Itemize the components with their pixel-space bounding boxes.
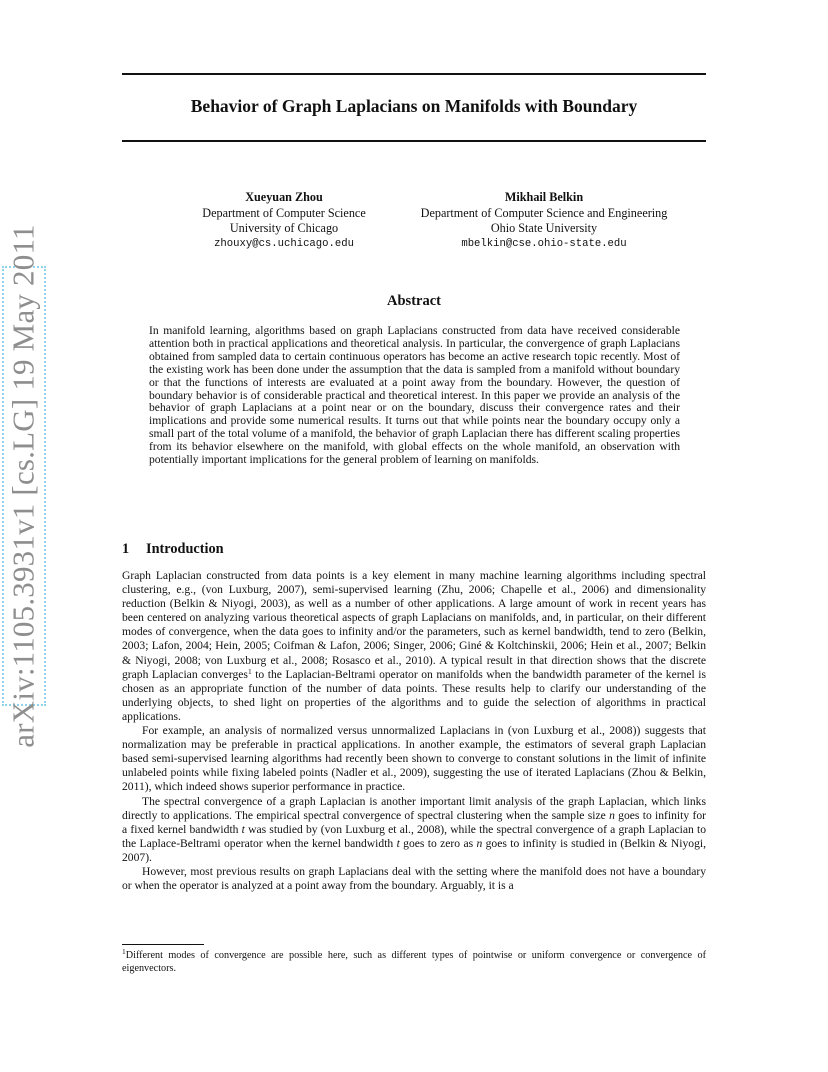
abstract-heading: Abstract <box>387 293 441 309</box>
footnote-mark: 1 <box>122 947 126 956</box>
paper-title: Behavior of Graph Laplacians on Manifolds with Boundary <box>190 96 638 116</box>
title-bottom-rule <box>122 140 706 142</box>
author-email[interactable]: mbelkin@cse.ohio-state.edu <box>461 237 627 250</box>
math-variable: n <box>476 836 483 850</box>
paragraph <box>122 795 706 865</box>
paragraph-text: goes to infinity is studied in (Belkin & Niyogi, 2007). <box>122 836 706 864</box>
section-heading <box>122 541 224 558</box>
footnote-marker[interactable]: 1 <box>247 666 252 676</box>
author-institution: University of Chicago <box>229 221 339 235</box>
paragraph-text: goes to infinity for a fixed kernel bandwidth <box>122 808 706 836</box>
abstract-text: In manifold learning, algorithms based on graph Laplacians constructed from data have received considerable attention both in practical applications and theoretical analysis. In particular, the convergence of graph Laplacians obtained from sampled data to certain continuous operators has become an active research topic recently. Most of the existing work has been done under the assumption that the data is sampled from a manifold without boundary or that the functions of interests are evaluated at a point away from the boundary. However, the question of boundary behavior is of considerable practical and theoretical interest. In this paper we provide an analysis of the behavior of graph Laplacians at a point near or on the boundary, discuss their convergence rates and their implications and provide some numerical results. It turns out that while points near the boundary occupy only a small part of the total volume of a manifold, the behavior of graph Laplacian there has different scaling properties from its behavior elsewhere on the manifold, with global effects on the whole manifold, an observation with potentially important implications for the general problem of learning on manifolds. <box>149 324 680 467</box>
body-text <box>122 569 706 893</box>
paragraph-text: was studied by (von Luxburg et al., 2008), while the spectral convergence of a graph Laplacian to the Laplace-Beltrami operator when the kernel bandwidth <box>122 822 706 850</box>
paragraph-text: to the Laplacian-Beltrami operator on manifolds when the bandwidth parameter of the kernel is chosen as an appropriate function of the number of data points. These results help to clarify our understanding of the underlying objects, to shed light on properties of the algorithms and to guide the selection of algorithms in practical applications. <box>122 667 706 723</box>
author-affiliation: Department of Computer Science <box>202 205 366 220</box>
paragraph-text: The spectral convergence of a graph Laplacian is another important limit analysis of the graph Laplacian, which links directly to applications. The empirical spectral convergence of spectral clustering when the sample size <box>122 794 706 822</box>
paragraph-text: goes to zero as <box>399 836 477 850</box>
author-affiliation: Department of Computer Science and Engineering <box>420 205 668 220</box>
author-name: Xueyuan Zhou <box>245 190 323 204</box>
title-top-rule <box>122 73 706 75</box>
author-name: Mikhail Belkin <box>504 190 584 204</box>
author-block-1 <box>180 190 388 252</box>
paragraph: For example, an analysis of normalized versus unnormalized Laplacians in (von Luxburg et al., 2008)) suggests that normalization may be preferable in practical applications. In another example, the estimators of several graph Laplacian based semi-supervised learning algorithms had recently been shown to converge to constant solutions in the limit of infinite unlabeled points while fixing labeled points (Nadler et al., 2009), suggesting the use of iterated Laplacians (Zhou & Belkin, 2011), which indeed shows superior performance in practice. <box>122 724 706 794</box>
arxiv-stamp-text: arXiv:1105.3931v1 [cs.LG] 19 May 2011 <box>6 224 42 748</box>
paragraph <box>122 569 706 724</box>
section-number: 1 <box>122 541 130 557</box>
author-institution: Ohio State University <box>490 221 598 235</box>
author-block-2 <box>400 190 688 252</box>
math-variable: n <box>609 808 615 822</box>
footnote-text: Different modes of convergence are possible here, such as different types of pointwise or uniform convergence or convergence of eigenvectors. <box>122 950 706 974</box>
math-variable: t <box>396 836 400 850</box>
math-variable: t <box>241 822 245 836</box>
footnote-rule <box>122 944 204 945</box>
footnote <box>122 947 706 975</box>
paragraph: However, most previous results on graph Laplacians deal with the setting where the manifold does not have a boundary or when the operator is analyzed at a point away from the boundary. Arguably, it is a <box>122 864 706 893</box>
paragraph-text: Graph Laplacian constructed from data points is a key element in many machine learning algorithms including spectral clustering, e.g., (von Luxburg, 2007), semi-supervised learning (Zhu, 2006; Chapelle et al., 2006) and dimensionality reduction (Belkin & Niyogi, 2003), as well as a number of other applications. A large amount of work in recent years has been centered on analyzing various theoretical aspects of graph Laplacians on manifolds, and, in particular, on their different modes of convergence, when the data goes to infinity and/or the parameters, such as kernel bandwidth, tend to zero (Belkin, 2003; Lafon, 2004; Hein, 2005; Coifman & Lafon, 2006; Singer, 2006; Giné & Koltchinskii, 2006; Hein et al., 2007; Belkin & Niyogi, 2008; von Luxburg et al., 2008; Rosasco et al., 2010). A typical result in that direction shows that the discrete graph Laplacian converges <box>122 569 706 681</box>
arxiv-stamp[interactable] <box>0 224 48 748</box>
author-email[interactable]: zhouxy@cs.uchicago.edu <box>214 237 354 250</box>
section-title: Introduction <box>146 541 224 557</box>
